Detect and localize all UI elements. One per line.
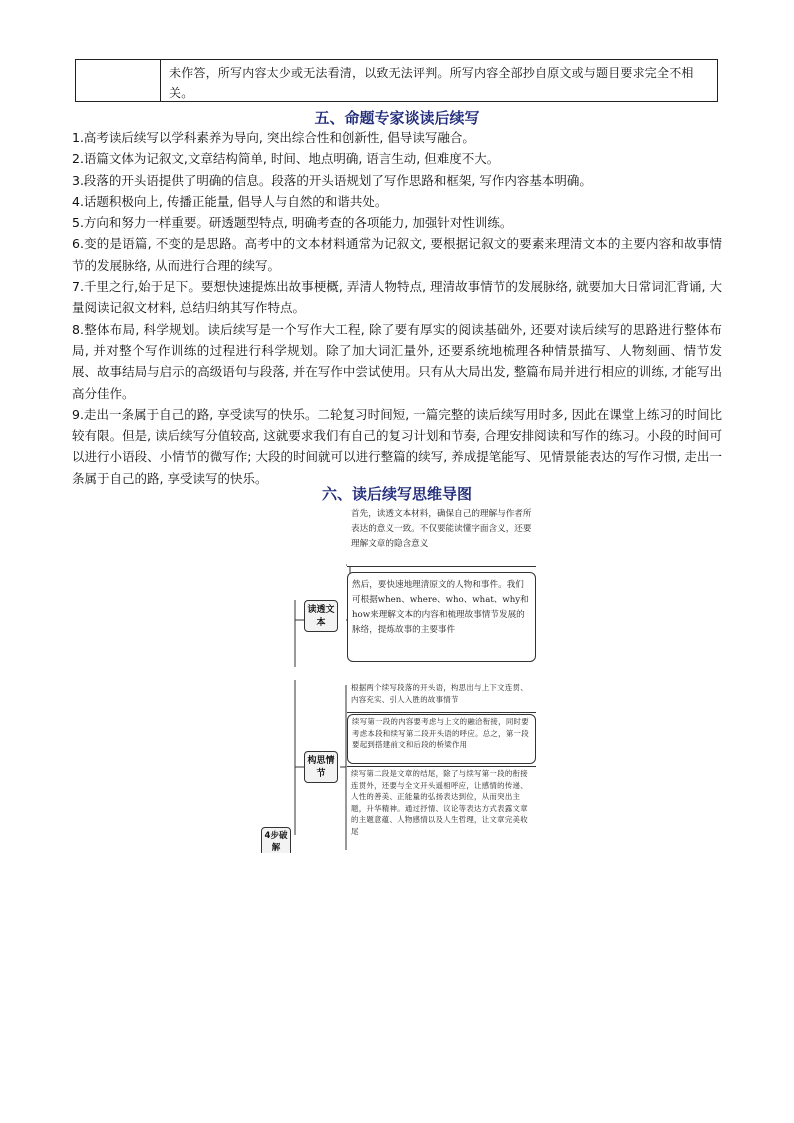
branch-read-text-label: 读透文本 xyxy=(304,600,338,632)
section5-item: 9.走出一条属于自己的路, 享受读写的快乐。二轮复习时间短, 一篇完整的读后续写用时多, 因此在课堂上练习的时间比较有限。但是, 读后续写分值较高, 这就要求我们有自己的复习计划和节奏, 合理安排阅读和写作的练习。小段的时间可以进行小语段、小情节的微写作; 大段的时间就可以进行整篇的续写, 养成提笔能写、见情景能表达的写作习惯, 走出一条属于自己的路, 享受读写的快乐。 xyxy=(72,406,722,486)
section5-item: 7.千里之行,始于足下。要想快速提炼出故事梗概, 弄清人物特点, 理清故事情节的发展脉络, 就要加大日常词汇背诵, 大量阅读记叙文材料, 总结归纳其写作特点。 xyxy=(72,279,722,316)
section5-item: 1.高考读后续写以学科素养为导向, 突出综合性和创新性, 倡导读写融合。 xyxy=(72,130,475,145)
section5-title: 五、命题专家谈读后续写 xyxy=(314,109,480,127)
section5-item: 3.段落的开头语提供了明确的信息。段落的开头语规划了写作思路和框架, 写作内容基本明确。 xyxy=(72,172,592,188)
section6-title: 六、读后续写思维导图 xyxy=(321,485,472,503)
criteria-table-row xyxy=(75,59,718,102)
branch2-box-2: 续写第一段的内容要考虑与上文的融洽衔接，同时要考虑本段和续写第二段开头语的呼应。总之，第一段要起到搭建前文和后段的桥梁作用 xyxy=(347,714,536,764)
mind-map xyxy=(258,505,538,853)
section5-item: 2.语篇文体为记叙文,文章结构简单, 时间、地点明确, 语言生动, 但难度不大。 xyxy=(72,151,500,167)
section5-list xyxy=(72,127,722,489)
mind-map-root-label: 4步破解 xyxy=(261,827,291,853)
branch-plot-label: 构思情节 xyxy=(304,751,338,783)
section5-item: 8.整体布局, 科学规划。读后续写是一个写作大工程, 除了要有厚实的阅读基础外, 还要对读后续写的思路进行整体布局, 并对整个写作训练的过程进行科学规划。除了加大词汇量外, 还要系统地梳理各种情景描写、人物刻画、情节发展、故事结局与启示的高级语句与段落, 并在写作中尝试使用。只有从大局出发, 整篇布局并进行相应的训练, 才能写出高分佳作。 xyxy=(72,321,722,401)
branch2-box-3: 续写第二段是文章的结尾，除了与续写第一段的衔接连贯外，还要与全文开头遥相呼应，让感情的传递、人性的善美、正能量的弘扬表达到位，从而突出主题，升华精神。通过抒情、议论等表达方式表露文章的主题意蕴、人物感情以及人生哲理，让文章完美收尾 xyxy=(347,766,536,851)
table-cell-empty xyxy=(76,60,161,101)
section5-item: 6.变的是语篇, 不变的是思路。高考中的文本材料通常为记叙文, 要根据记叙文的要素来理清文本的主要内容和故事情节的发展脉络, 从而进行合理的续写。 xyxy=(72,236,722,273)
branch2-box-1: 根据两个续写段落的开头语，构思出与上下文连贯、内容充实、引人入胜的故事情节 xyxy=(347,681,536,713)
section5-item: 5.方向和努力一样重要。研透题型特点, 明确考查的各项能力, 加强针对性训练。 xyxy=(72,215,513,231)
table-cell-text: 未作答，所写内容太少或无法看清，以致无法评判。所写内容全部抄自原文或与题目要求完全不相关。 xyxy=(169,66,694,100)
branch1-box-2: 然后，要快速地理清原文的人物和事件。我们可根据when、where、who、what、why和how来理解文本的内容和梳理故事情节发展的脉络，提炼故事的主要事件 xyxy=(347,572,536,662)
section5-item: 4.话题积极向上, 传播正能量, 倡导人与自然的和谐共处。 xyxy=(72,193,388,209)
branch1-box-1: 首先，读透文本材料，确保自己的理解与作者所表达的意义一致。不仅要能读懂字面含义，还要理解文章的隐含意义 xyxy=(347,505,536,567)
